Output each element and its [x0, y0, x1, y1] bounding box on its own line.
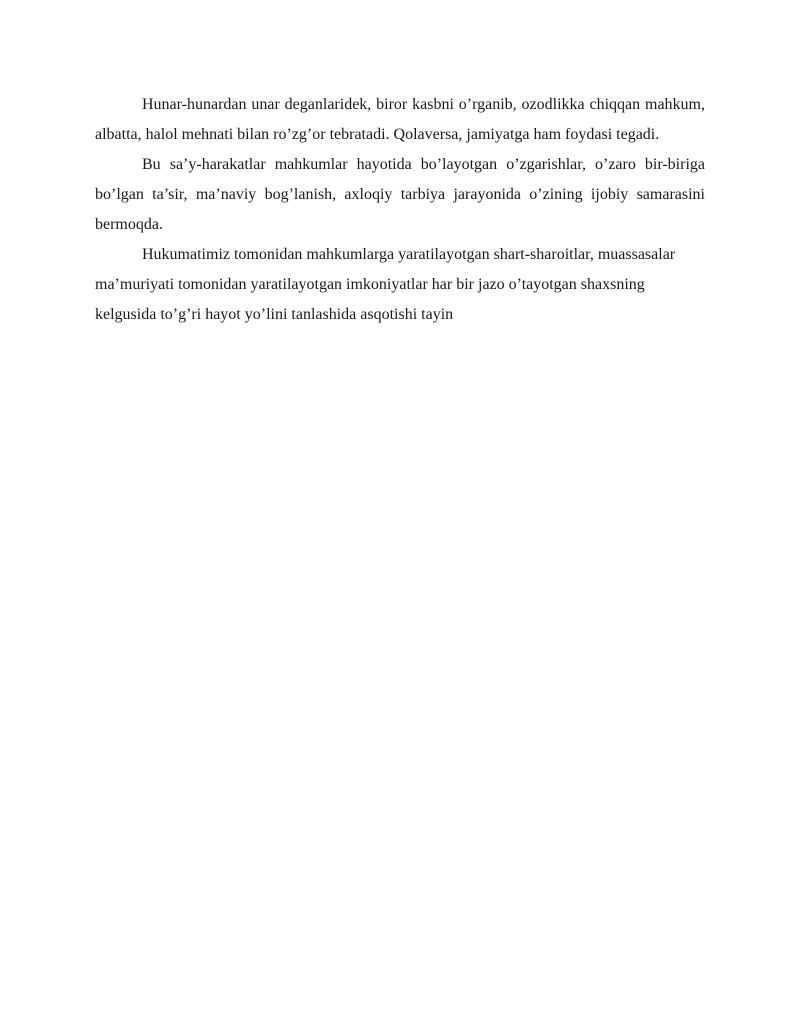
paragraph: Bu sa’y-harakatlar mahkumlar hayotida bo’layotgan o’zgarishlar, o’zaro bir-biriga bo’lgan ta’sir, ma’naviy bog’lanish, axloqiy tarbiya jarayonida o’zining ijobiy samarasini bermoqda.: [95, 156, 705, 233]
document-body: [95, 90, 705, 330]
paragraph: Hukumatimiz tomonidan mahkumlarga yaratilayotgan shart-sharoitlar, muassasalar ma’muriyati tomonidan yaratilayotgan imkoniyatlar har bir jazo o’tayotgan shaxsning kelgusida to’g’ri hayot yo’lini tanlashida asqotishi tayin: [95, 246, 676, 323]
paragraph: Hunar-hunardan unar deganlaridek, biror kasbni o’rganib, ozodlikka chiqqan mahkum, albatta, halol mehnati bilan ro’zg’or tebratadi. Qolaversa, jamiyatga ham foydasi tegadi.: [95, 96, 705, 143]
